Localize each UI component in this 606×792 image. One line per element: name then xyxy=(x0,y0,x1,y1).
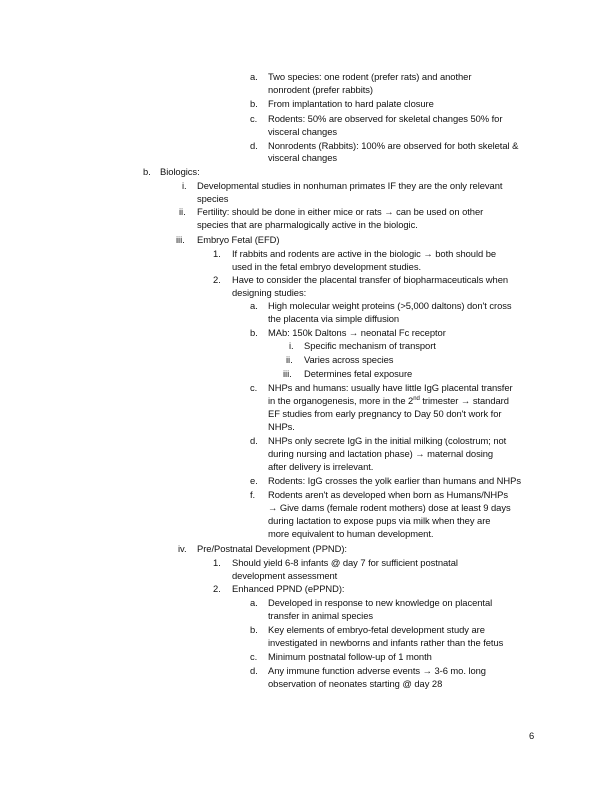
list-item-continuation xyxy=(0,637,606,649)
list-marker: f. xyxy=(250,489,256,500)
list-item-text-main: Rodents: IgG crosses the yolk earlier than humans and NHPs xyxy=(268,475,521,486)
list-marker: a. xyxy=(250,71,258,82)
list-marker: a. xyxy=(250,300,258,311)
list-item xyxy=(0,354,606,366)
list-marker: iv. xyxy=(178,543,187,554)
list-item-text xyxy=(268,528,433,540)
list-item-text xyxy=(304,340,436,352)
list-item-text xyxy=(268,678,442,690)
list-item xyxy=(0,71,606,83)
list-item xyxy=(0,140,606,152)
list-marker: i. xyxy=(182,180,187,191)
list-marker: ii. xyxy=(179,206,186,217)
list-marker: a. xyxy=(250,597,258,608)
list-item-text xyxy=(197,206,483,218)
list-item-text xyxy=(268,113,502,125)
list-item-continuation xyxy=(0,610,606,622)
list-marker: c. xyxy=(250,382,258,393)
list-item-text-main: during nursing and lactation phase) → maternal dosing xyxy=(268,448,494,459)
list-item-text xyxy=(268,461,373,473)
list-item-text-main: MAb: 150k Daltons → neonatal Fc receptor xyxy=(268,327,446,338)
list-item xyxy=(0,98,606,110)
list-item xyxy=(0,368,606,380)
list-item-text xyxy=(268,408,501,420)
list-marker: d. xyxy=(250,140,258,151)
list-item-text xyxy=(268,152,337,164)
list-item-text xyxy=(268,665,486,677)
list-item-text xyxy=(268,84,373,96)
list-item-text-main: investigated in newborns and infants rather than the fetus xyxy=(268,637,504,648)
list-item-text-main: High molecular weight proteins (>5,000 daltons) don't cross xyxy=(268,300,512,311)
list-item-text-main: → Give dams (female rodent mothers) dose at least 9 days xyxy=(268,502,511,513)
list-marker: e. xyxy=(250,475,258,486)
list-item-text xyxy=(268,502,511,514)
list-item-continuation xyxy=(0,570,606,582)
list-item xyxy=(0,543,606,555)
list-item-text xyxy=(232,287,306,299)
list-marker: ii. xyxy=(286,354,293,365)
list-item-text-main: in the organogenesis, more in the 2 xyxy=(268,395,414,406)
list-item-text-main: Rodents: 50% are observed for skeletal changes 50% for xyxy=(268,113,503,124)
list-item-text-main: more equivalent to human development. xyxy=(268,528,434,539)
list-item-text xyxy=(268,624,485,636)
list-item-text xyxy=(268,651,432,663)
list-item-text xyxy=(197,180,502,192)
list-item-text-main: Fertility: should be done in either mice or rats → can be used on other xyxy=(197,206,484,217)
list-item xyxy=(0,475,606,487)
list-item-continuation xyxy=(0,395,606,407)
list-item-text-main: used in the fetal embryo development studies. xyxy=(232,261,422,272)
list-item-text xyxy=(268,515,490,527)
list-item-text-main: Pre/Postnatal Development (PPND): xyxy=(197,543,347,554)
list-item-text xyxy=(160,166,200,178)
list-item-text xyxy=(268,489,508,501)
list-item-continuation xyxy=(0,461,606,473)
list-item-text xyxy=(197,543,347,555)
list-item-text xyxy=(268,126,337,138)
list-item xyxy=(0,300,606,312)
list-item-text xyxy=(232,570,337,582)
list-item-text-main: species xyxy=(197,193,229,204)
list-item-text xyxy=(268,448,493,460)
list-item-text-main: Developed in response to new knowledge on placental xyxy=(268,597,493,608)
list-item-text-main: Nonrodents (Rabbits): 100% are observed for both skeletal & xyxy=(268,140,519,151)
list-item-text-main: If rabbits and rodents are active in the biologic → both should be xyxy=(232,248,497,259)
list-item-continuation xyxy=(0,502,606,514)
list-item-text-main: visceral changes xyxy=(268,152,338,163)
list-item-text-main: Should yield 6-8 infants @ day 7 for sufficient postnatal xyxy=(232,557,458,568)
list-item-text xyxy=(268,327,446,339)
list-item-text xyxy=(268,475,521,487)
list-item-continuation xyxy=(0,448,606,460)
list-item xyxy=(0,597,606,609)
list-item-continuation xyxy=(0,678,606,690)
list-item-text-main: Biologics: xyxy=(160,166,200,177)
list-item-text-main: Embryo Fetal (EFD) xyxy=(197,234,280,245)
list-item-text-main: nonrodent (prefer rabbits) xyxy=(268,84,374,95)
list-item-continuation xyxy=(0,408,606,420)
list-item-text xyxy=(268,98,434,110)
list-item xyxy=(0,248,606,260)
list-marker: b. xyxy=(143,166,151,177)
list-item xyxy=(0,557,606,569)
list-item-text-main: From implantation to hard palate closure xyxy=(268,98,434,109)
list-marker: iii. xyxy=(176,234,185,245)
list-item xyxy=(0,624,606,636)
list-marker: b. xyxy=(250,98,258,109)
list-item-text-main: development assessment xyxy=(232,570,338,581)
list-item-text-main: species that are pharmalogically active in the biologic. xyxy=(197,219,418,230)
list-item-text-main: Developmental studies in nonhuman primates IF they are the only relevant xyxy=(197,180,503,191)
list-item-continuation xyxy=(0,261,606,273)
list-item xyxy=(0,340,606,352)
list-item-continuation xyxy=(0,528,606,540)
list-item-text xyxy=(197,234,279,246)
list-item xyxy=(0,166,606,178)
list-item-continuation xyxy=(0,515,606,527)
list-item-text xyxy=(232,274,508,286)
list-marker: iii. xyxy=(283,368,292,379)
list-item-continuation xyxy=(0,287,606,299)
list-item xyxy=(0,665,606,677)
list-item-text xyxy=(197,193,228,205)
list-marker: 2. xyxy=(213,274,221,285)
list-item xyxy=(0,382,606,394)
list-item-text-main: transfer in animal species xyxy=(268,610,373,621)
list-item-text xyxy=(232,248,496,260)
superscript: nd xyxy=(413,396,420,402)
list-item-text-main: designing studies: xyxy=(232,287,307,298)
list-item-text-main: NHPs and humans: usually have little IgG placental transfer xyxy=(268,382,513,393)
list-item-continuation xyxy=(0,126,606,138)
list-item-text-main: Rodents aren't as developed when born as Humans/NHPs xyxy=(268,489,508,500)
list-item-text-main: NHPs. xyxy=(268,421,295,432)
list-item-text xyxy=(268,300,512,312)
list-item-text-main: Two species: one rodent (prefer rats) and another xyxy=(268,71,472,82)
list-item xyxy=(0,206,606,218)
list-item-text xyxy=(268,637,503,649)
list-item-text xyxy=(232,261,421,273)
list-item xyxy=(0,651,606,663)
list-marker: c. xyxy=(250,651,258,662)
list-item-text-main: NHPs only secrete IgG in the initial milking (colostrum; not xyxy=(268,435,507,446)
list-marker: b. xyxy=(250,327,258,338)
list-item-continuation xyxy=(0,421,606,433)
list-item-text-main: observation of neonates starting @ day 28 xyxy=(268,678,443,689)
list-item-text-tail: trimester → standard xyxy=(419,395,509,406)
list-item-text-main: Key elements of embryo-fetal development study are xyxy=(268,624,485,635)
list-item xyxy=(0,435,606,447)
list-item-text xyxy=(268,313,399,325)
page-number: 6 xyxy=(529,730,535,741)
list-item-continuation xyxy=(0,193,606,205)
list-marker: b. xyxy=(250,624,258,635)
list-item-text-main: the placenta via simple diffusion xyxy=(268,313,400,324)
list-marker: d. xyxy=(250,665,258,676)
list-item xyxy=(0,234,606,246)
list-item-text xyxy=(268,71,471,83)
list-item-text xyxy=(268,140,518,152)
list-item-text xyxy=(268,382,513,394)
list-marker: 1. xyxy=(213,248,221,259)
list-item-text xyxy=(197,219,418,231)
list-item-text-main: visceral changes xyxy=(268,126,338,137)
list-item-text xyxy=(268,597,492,609)
list-item xyxy=(0,327,606,339)
list-marker: 1. xyxy=(213,557,221,568)
list-item-text-main: EF studies from early pregnancy to Day 50 don't work for xyxy=(268,408,502,419)
list-item-continuation xyxy=(0,84,606,96)
list-item xyxy=(0,113,606,125)
list-item-text-main: Varies across species xyxy=(304,354,394,365)
list-marker: c. xyxy=(250,113,258,124)
list-item-text xyxy=(304,368,412,380)
list-item-text xyxy=(232,557,458,569)
list-item-text-main: during lactation to expose pups via milk when they are xyxy=(268,515,491,526)
list-item-text-main: Minimum postnatal follow-up of 1 month xyxy=(268,651,432,662)
list-item-text xyxy=(304,354,393,366)
list-marker: 2. xyxy=(213,583,221,594)
list-item-text xyxy=(268,421,295,433)
list-item-text-main: Specific mechanism of transport xyxy=(304,340,436,351)
list-item-text xyxy=(268,435,506,447)
list-item-text xyxy=(232,583,345,595)
list-marker: i. xyxy=(289,340,294,351)
list-item-text-main: after delivery is irrelevant. xyxy=(268,461,374,472)
list-item xyxy=(0,489,606,501)
list-item xyxy=(0,274,606,286)
list-item-text-main: Have to consider the placental transfer of biopharmaceuticals when xyxy=(232,274,509,285)
list-item-continuation xyxy=(0,152,606,164)
list-item-continuation xyxy=(0,313,606,325)
list-marker: d. xyxy=(250,435,258,446)
list-item xyxy=(0,180,606,192)
list-item-text xyxy=(268,395,509,407)
list-item-text-main: Determines fetal exposure xyxy=(304,368,413,379)
list-item-text-main: Enhanced PPND (ePPND): xyxy=(232,583,345,594)
list-item-text xyxy=(268,610,373,622)
list-item-text-main: Any immune function adverse events → 3-6 mo. long xyxy=(268,665,486,676)
list-item-continuation xyxy=(0,219,606,231)
list-item xyxy=(0,583,606,595)
